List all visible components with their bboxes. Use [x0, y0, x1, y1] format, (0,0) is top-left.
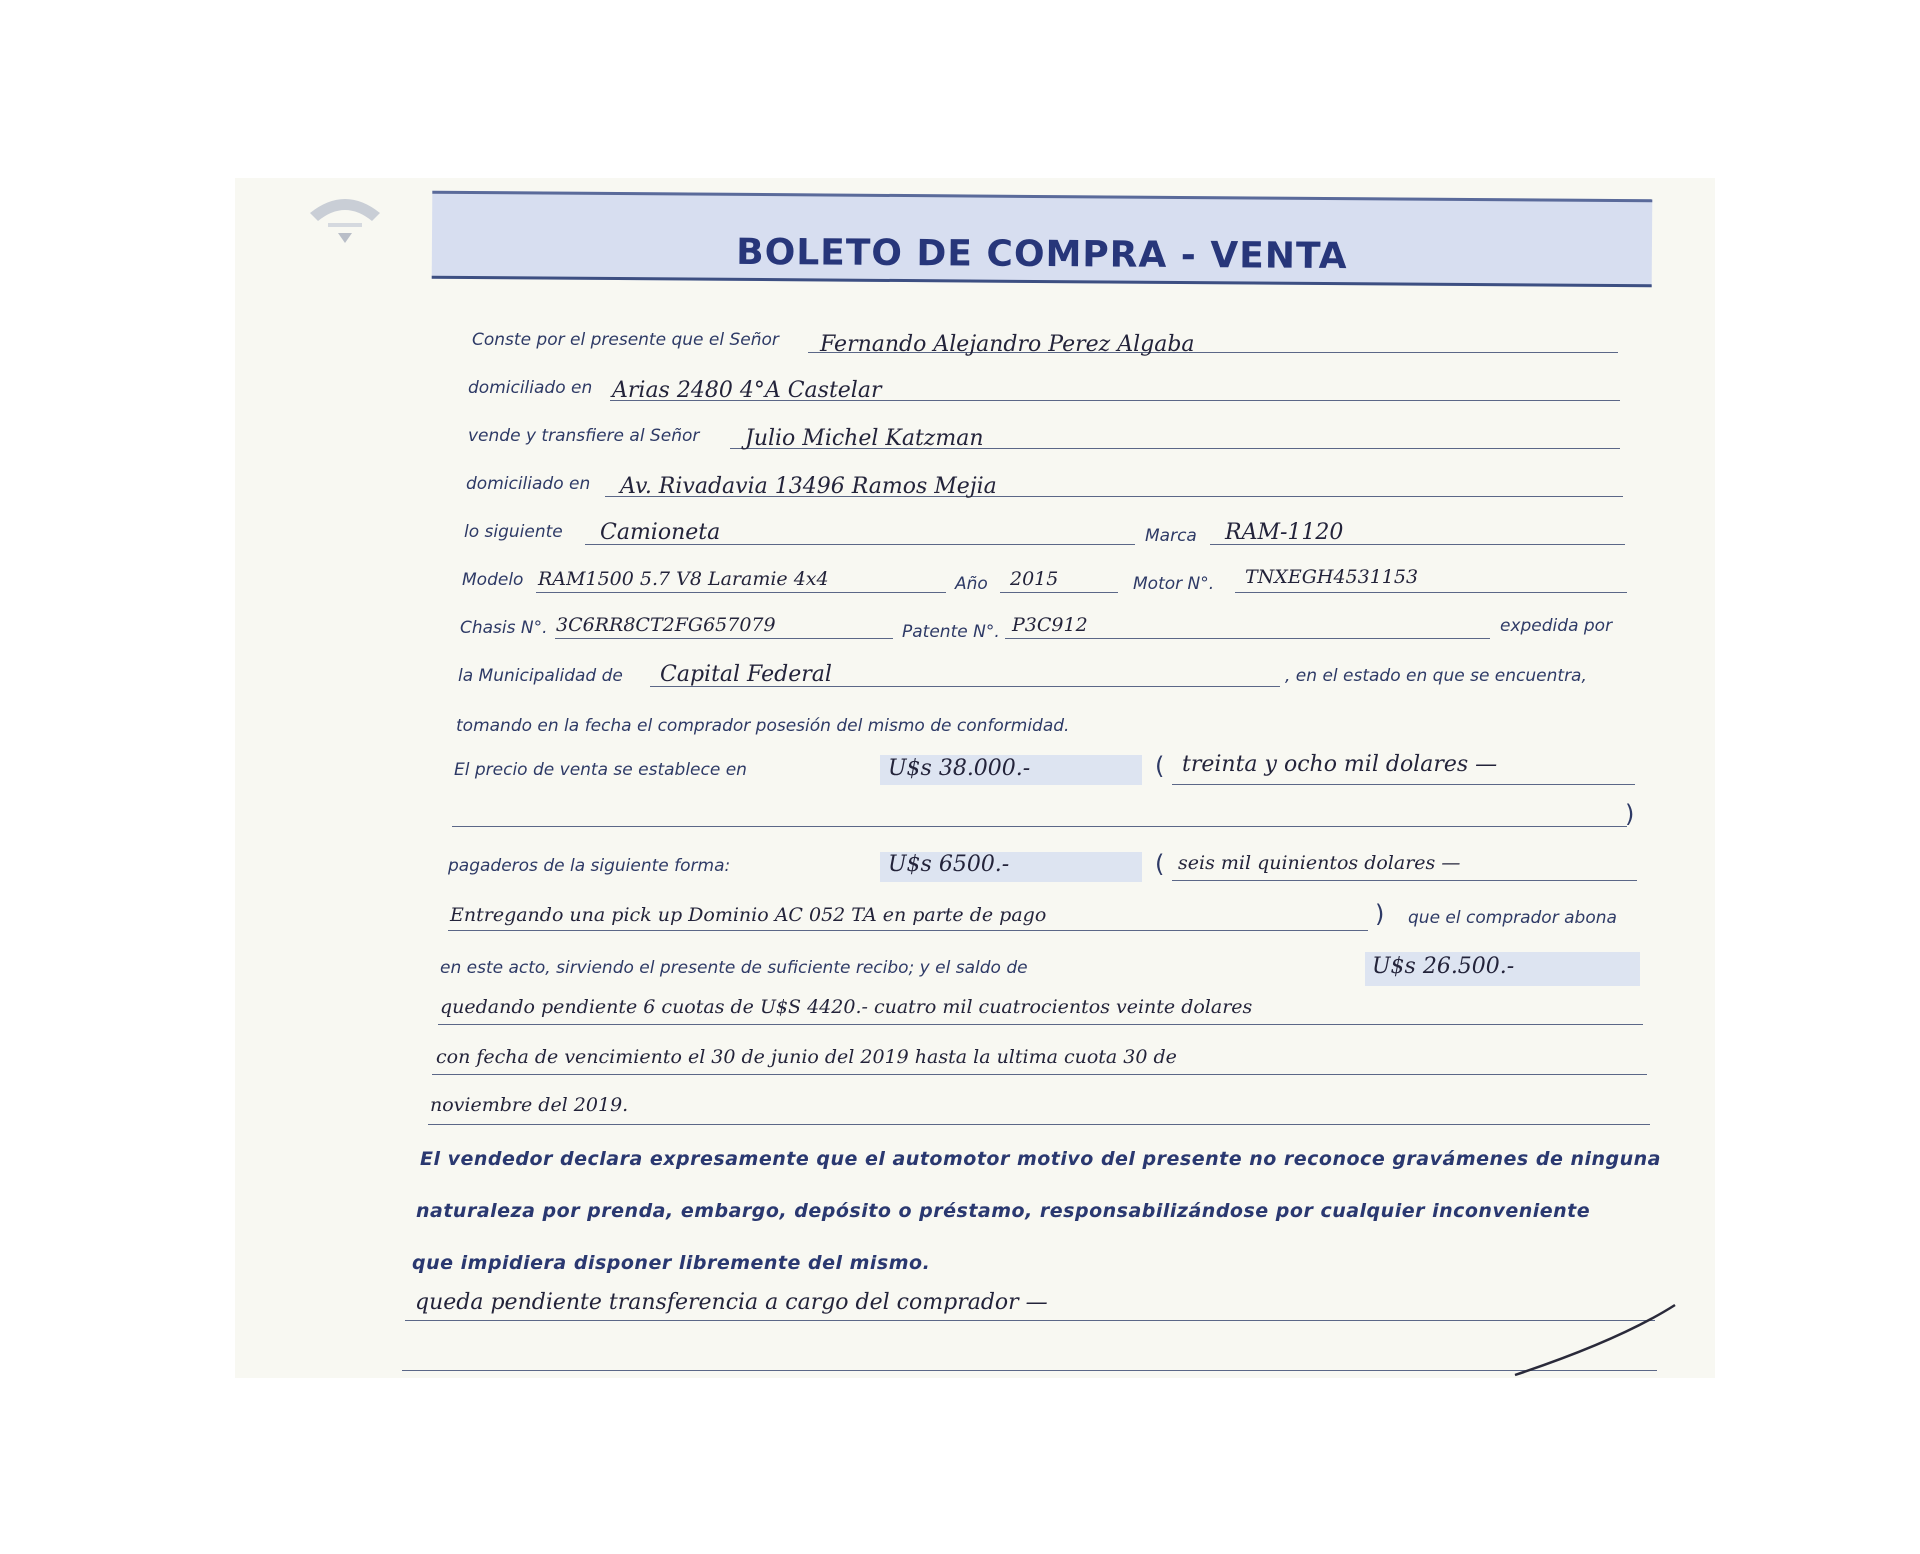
- document-title: BOLETO DE COMPRA - VENTA: [736, 231, 1348, 278]
- underline: [402, 1370, 1657, 1371]
- label-comprador-abona: que el comprador abona: [1408, 908, 1617, 928]
- field-municipalidad: Capital Federal: [660, 662, 832, 687]
- label-domiciliado-comprador: domiciliado en: [466, 474, 591, 494]
- paren-open: (: [1155, 752, 1165, 780]
- field-modelo: RAM1500 5.7 V8 Laramie 4x4: [538, 568, 829, 590]
- label-tomando: tomando en la fecha el comprador posesión del mismo de conformidad.: [456, 716, 1070, 736]
- field-ano: 2015: [1010, 568, 1059, 590]
- underline: [448, 930, 1368, 931]
- label-expedida: expedida por: [1500, 616, 1613, 636]
- field-precio-letras: treinta y ocho mil dolares —: [1182, 752, 1498, 777]
- field-precio-numero: U$s 38.000.-: [888, 756, 1031, 781]
- underline: [1235, 592, 1627, 593]
- paren-close: ): [1625, 800, 1635, 828]
- field-saldo-linea3: noviembre del 2019.: [430, 1094, 629, 1116]
- paren-open: (: [1155, 850, 1165, 878]
- field-saldo-linea1: quedando pendiente 6 cuotas de U$S 4420.- cuatro mil cuatrocientos veinte dolares: [440, 996, 1253, 1018]
- label-ano: Año: [955, 574, 988, 594]
- declaration-line-3: que impidiera disponer libremente del mismo.: [412, 1252, 931, 1274]
- label-siguiente: lo siguiente: [464, 522, 563, 542]
- label-vende: vende y transfiere al Señor: [468, 426, 700, 446]
- field-observacion: queda pendiente transferencia a cargo del comprador —: [415, 1290, 1048, 1315]
- label-motor: Motor N°.: [1133, 574, 1215, 594]
- underline: [452, 826, 1627, 827]
- field-motor: TNXEGH4531153: [1245, 566, 1419, 588]
- field-patente: P3C912: [1012, 614, 1088, 636]
- underline: [536, 592, 946, 593]
- brand-logo-icon: [300, 185, 390, 255]
- strike-stroke-icon: [1500, 1300, 1690, 1380]
- label-chasis: Chasis N°.: [460, 618, 548, 638]
- underline: [555, 638, 893, 639]
- underline: [405, 1320, 1655, 1321]
- field-pago-numero: U$s 6500.-: [888, 852, 1010, 877]
- label-estado: , en el estado en que se encuentra,: [1285, 666, 1587, 686]
- field-domicilio-comprador: Av. Rivadavia 13496 Ramos Mejia: [620, 474, 997, 499]
- field-comprador: Julio Michel Katzman: [745, 426, 984, 451]
- label-conste: Conste por el presente que el Señor: [472, 330, 779, 350]
- label-pagaderos: pagaderos de la siguiente forma:: [448, 856, 731, 876]
- label-marca: Marca: [1145, 526, 1197, 546]
- declaration-line-1: El vendedor declara expresamente que el automotor motivo del presente no reconoce gravámenes de ninguna: [420, 1148, 1661, 1170]
- field-pago-forma: Entregando una pick up Dominio AC 052 TA en parte de pago: [450, 904, 1047, 926]
- underline: [1005, 638, 1490, 639]
- paren-close: ): [1375, 900, 1385, 928]
- label-patente: Patente N°.: [902, 622, 1000, 642]
- field-domicilio-vendedor: Arias 2480 4°A Castelar: [612, 378, 882, 403]
- label-modelo: Modelo: [462, 570, 524, 590]
- underline: [432, 1074, 1647, 1075]
- underline: [428, 1124, 1650, 1125]
- label-domiciliado-vendedor: domiciliado en: [468, 378, 593, 398]
- label-en-este-acto: en este acto, sirviendo el presente de suficiente recibo; y el saldo de: [440, 958, 1028, 978]
- field-marca: RAM-1120: [1225, 520, 1344, 545]
- field-vendedor: Fernando Alejandro Perez Algaba: [820, 332, 1195, 357]
- underline: [1000, 592, 1118, 593]
- underline: [1172, 880, 1637, 881]
- field-saldo-numero: U$s 26.500.-: [1372, 954, 1515, 979]
- field-pago-letras: seis mil quinientos dolares —: [1178, 852, 1461, 874]
- underline: [438, 1024, 1643, 1025]
- field-saldo-linea2: con fecha de vencimiento el 30 de junio del 2019 hasta la ultima cuota 30 de: [436, 1046, 1177, 1068]
- underline: [1172, 784, 1635, 785]
- label-municipalidad: la Municipalidad de: [458, 666, 623, 686]
- title-banner: [432, 191, 1653, 288]
- label-precio: El precio de venta se establece en: [454, 760, 747, 780]
- field-objeto: Camioneta: [600, 520, 721, 545]
- declaration-line-2: naturaleza por prenda, embargo, depósito o préstamo, responsabilizándose por cualquier inconveniente: [416, 1200, 1591, 1222]
- field-chasis: 3C6RR8CT2FG657079: [556, 614, 776, 636]
